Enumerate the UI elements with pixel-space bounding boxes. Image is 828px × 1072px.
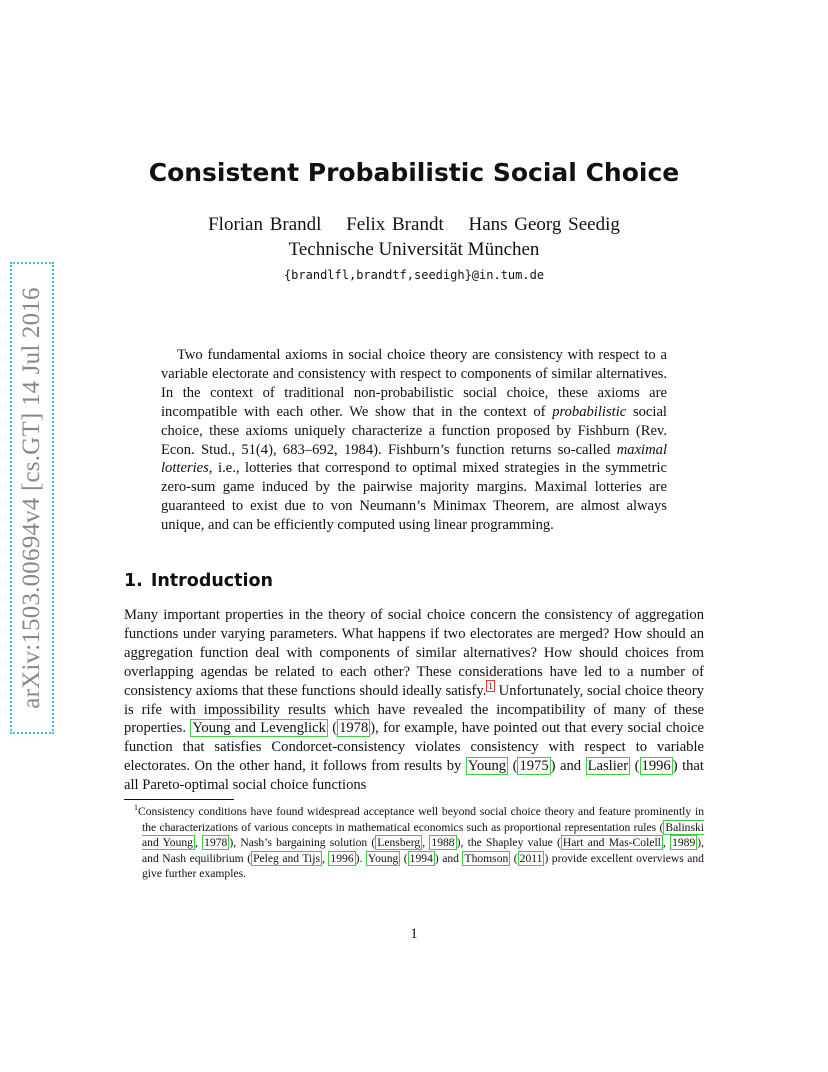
introduction-body [124,606,704,795]
citation-link[interactable]: 2011 [519,851,543,865]
citation-link[interactable]: 1978 [204,836,228,850]
arxiv-watermark[interactable] [10,262,54,734]
footnote-text: , [322,851,329,865]
footnote-text: Consistency conditions have found widespread acceptance well beyond social choice theory and feature prominently in the characterizations of various concepts in mathematical economics such as proportional representation rules ( [138,805,704,834]
citation-link[interactable]: Hart and Mas-Colell [562,836,661,850]
footnote-text: ( [400,851,408,865]
footnote-paragraph [124,804,704,882]
body-text: Unfortunately, social choice theory is rife with impossibility results which have revealed the incompatibility of many of these properties. [124,682,705,737]
footnote-text: ), Nash’s bargaining solution ( [229,836,376,850]
section-heading [124,571,273,591]
citation-link[interactable]: Balinski and Young [142,820,704,850]
body-text: Many important properties in the theory of social choice concern the consistency of aggregation functions under varying parameters. What happens if two electorates are merged? How should an aggregation function deal with components of similar alternatives? How should choices from overlapping agendas be related to each other? These considerations have led to a number of consistency axioms that these functions should ideally satisfy. [124,607,704,699]
abstract-text: Two fundamental axioms in social choice theory are consistency with respect to a variable electorate and consistency with respect to components of similar alternatives. In the context of traditional non-probabilistic social choice, these axioms are incompatible with each other. We show that in the context of [161,347,667,420]
citation-link[interactable]: Young [367,851,399,865]
body-text: ) that all Pareto-optimal social choice functions [124,758,704,794]
abstract-emphasis: maximal lotteries [161,441,667,477]
footnote-text: , [194,836,203,850]
abstract-text: , i.e., lotteries that correspond to optimal mixed strategies in the symmetric zero-sum game induced by the pairwise majority margins. Maximal lotteries are guaranteed to exist due to von Neumann’s Minimax Theorem, are almost always unique, and can be efficiently computed using linear programming. [161,460,667,534]
body-text: ( [327,720,338,737]
affiliation: Technische Universität München [288,239,540,260]
footnote-text: ), and Nash equilibrium ( [142,836,705,865]
footnote-text: ). [355,851,366,865]
citation-link[interactable]: Thomson [464,851,509,865]
abstract [161,346,667,535]
citation-link[interactable]: 1989 [672,836,696,850]
citation-link[interactable]: Lensberg [377,836,421,850]
footnote-text: , [422,836,430,850]
body-text: ( [630,758,640,775]
body-text: ) and [550,758,586,775]
citation-link[interactable]: 1994 [409,851,433,865]
footnote-mark: 1 [134,803,138,813]
citation-link[interactable]: 1996 [641,758,671,775]
footnote-text: ) and [434,851,463,865]
citation-link[interactable]: Laslier [587,758,629,775]
section-title: Introduction [150,571,274,591]
footnote-text: ( [510,851,518,865]
body-text: ( [508,758,518,775]
arxiv-identifier: arXiv:1503.00694v4 [cs.GT] 14 Jul 2016 [18,287,45,709]
page-number: 1 [410,926,418,942]
author-email: {brandlfl,brandtf,seedigh}@in.tum.de [283,268,545,282]
body-text: ), for example, have pointed out that every social choice function that satisfies Condorcet-consistency violates consistency with respect to variable electorates. On the other hand, it follows from results by [124,720,704,775]
footnote-text: ), the Shapley value ( [456,836,561,850]
author-name: Florian Brandl [208,214,322,235]
citation-link[interactable]: Young [467,758,507,775]
footnote-text: ) provide excellent overviews and give further examples. [142,851,704,881]
citation-link[interactable]: 1988 [431,836,455,850]
abstract-paragraph [161,346,667,535]
footnote-divider [124,799,234,800]
abstract-emphasis: probabilistic [552,403,627,420]
paper-title: Consistent Probabilistic Social Choice [148,158,680,187]
footnote-text: , [662,836,671,850]
citation-link[interactable]: Young and Levenglick [192,720,326,737]
citation-link[interactable]: 1996 [330,851,354,865]
author-name: Hans Georg Seedig [468,214,620,235]
footnote-link[interactable]: 1 [488,680,493,691]
citation-link[interactable]: Peleg and Tijs [253,851,320,865]
abstract-text: social choice, these axioms uniquely characterize a function proposed by Fishburn (Rev. Econ. Stud., 51(4), 683–692, 1984). Fishburn’s function returns so-called [161,403,667,458]
body-paragraph [124,606,704,795]
citation-link[interactable]: 1978 [339,720,369,737]
footnote [124,804,704,882]
author-name: Felix Brandt [346,214,444,235]
citation-link[interactable]: 1975 [519,758,549,775]
section-number: 1. [124,571,143,591]
author-list [0,214,828,236]
